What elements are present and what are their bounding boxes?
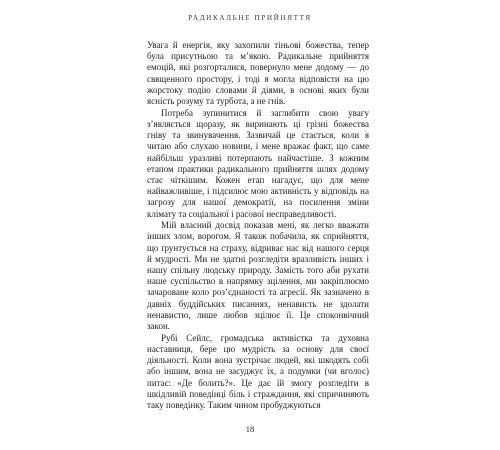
paragraph-2: Потреба зупинитися й заглибити свою увагу з’являється щоразу, як виринають ці грізні божества гніву та звинувачення. Зазвичай це стається, коли я читаю або слухаю новини, і мене вражає факт, що саме найбільш уразливі потерпають найчастіше. З кожним етапом практики радикального прийняття шлях додому стає чіткішим. Кожен етап нагадує, що для мене найважливіше, і підсилює мою активність у відповідь на загрозу для нашої демократії, на посилення зміни клімату та соціальної і расової несправедливості.	[147, 107, 369, 219]
paragraph-1: Увага й енергія, яку захопили тіньові божества, тепер була присутньою та м’якою. Радикальне прийняття емоцій, які розгорталися, повернуло мене додому — до священного простору, і тоді я могла відповісти на цю жорстоку подію словами й діями, в основі яких були ясність розуму та турбота, а не гнів.	[147, 40, 369, 107]
body-text	[147, 40, 369, 411]
running-head: РАДИКАЛЬНЕ ПРИЙНЯТТЯ	[188, 14, 312, 22]
paragraph-4: Рубі Сейлс, громадська активістка та духовна наставниця, бере цю мудрість за основу для своєї діяльності. Коли вона зустрічає людей, які шкодять собі або іншим, вона не засуджує їх, а подумки (чи вголос) питає: «Де болить?». Це дає їй змогу розгледіти в шкідливій поведінці біль і страждання, які спричиняють таку поведінку. Таким чином пробуджуються	[147, 332, 369, 410]
paragraph-3: Мій власний досвід показав мені, як легко вважати інших злом, ворогом. Я також побачила, як сприйняття, що ґрунтується на страху, відриває нас від нашого серця й мудрості. Ми не здатні розгледіти вразливість інших і нашу спільну людську природу. Замість того аби рухати наше суспільство в напрямку зцілення, ми закріплюємо зачароване коло роз’єднаності та агресії. Як зазначено в давніх буддійських писаннях, ненависть не здолати ненавистю, лише любов зцілює її. Це споконвічний закон.	[147, 220, 369, 332]
page-number: 18	[245, 424, 255, 434]
